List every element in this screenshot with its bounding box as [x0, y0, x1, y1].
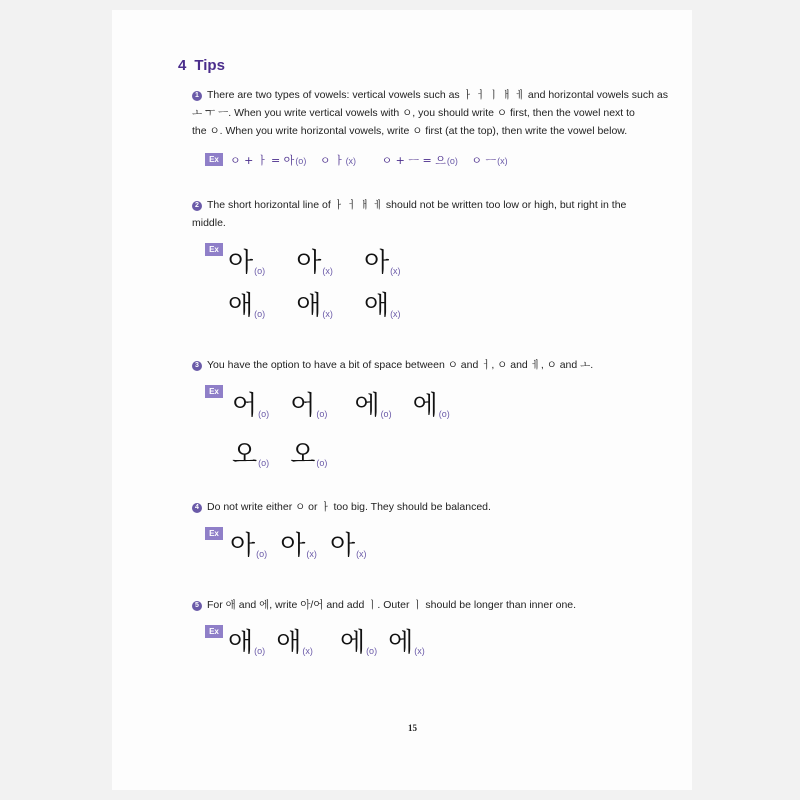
- tip-text-line: Do not write either ㅇ or ㅏ too big. They should be balanced.: [207, 501, 491, 513]
- example-syllable: 애: [296, 291, 322, 321]
- correct-mark: (o): [295, 156, 307, 166]
- example-formula: ㅇ ㅏ: [319, 154, 345, 167]
- example-syllable: 에: [388, 628, 414, 658]
- example-syllable: 애: [228, 291, 254, 321]
- incorrect-mark: (x): [322, 266, 333, 276]
- example-formula: ㅇ ㅡ: [471, 154, 497, 167]
- example-label: Ex: [205, 153, 223, 166]
- example-label: Ex: [205, 527, 223, 540]
- correct-mark: (o): [256, 549, 268, 559]
- correct-mark: (o): [254, 309, 266, 319]
- example-row: [232, 385, 450, 422]
- tip-text-line: You have the option to have a bit of space between ㅇ and ㅓ, ㅇ and ㅔ, ㅇ and ㅗ.: [207, 359, 594, 371]
- incorrect-mark: (x): [390, 266, 401, 276]
- example-syllable: 아: [280, 531, 306, 561]
- tip-4: [192, 498, 662, 516]
- incorrect-mark: (x): [302, 646, 313, 656]
- incorrect-mark: (x): [322, 309, 333, 319]
- incorrect-mark: (x): [356, 549, 367, 559]
- incorrect-mark: (x): [390, 309, 401, 319]
- example-row: [228, 285, 401, 322]
- tip-text-line: For 애 and 에, write 아/어 and add ㅣ. Outer ㅣ should be longer than inner one.: [207, 599, 577, 611]
- tip-2: [192, 196, 662, 232]
- example-syllable: 어: [232, 391, 258, 421]
- tip-5: [192, 596, 662, 614]
- example-row: [230, 152, 508, 168]
- example-syllable: 아: [230, 531, 256, 561]
- example-row: [228, 622, 425, 659]
- example-syllable: 애: [363, 291, 390, 321]
- page-number: 15: [408, 723, 417, 733]
- example-syllable: 아: [363, 248, 390, 278]
- example-formula: ㅇ + ㅏ = 아: [230, 154, 295, 167]
- example-syllable: 오: [290, 440, 316, 470]
- example-syllable: 아: [228, 248, 254, 278]
- example-row: [232, 434, 327, 471]
- section-heading: [178, 57, 225, 74]
- correct-mark: (o): [446, 156, 458, 166]
- tip-3: [192, 356, 662, 374]
- tip-text-line: The short horizontal line of ㅏ ㅓ ㅐ ㅔ should not be written too low or high, but right in the: [207, 199, 627, 211]
- correct-mark: (o): [254, 646, 266, 656]
- tip-number-badge: 4: [192, 503, 202, 513]
- incorrect-mark: (x): [306, 549, 317, 559]
- correct-mark: (o): [316, 458, 328, 468]
- tip-text-line: ㅗ ㅜ ㅡ. When you write vertical vowels with ㅇ, you should write ㅇ first, then the vowel next to: [192, 107, 635, 119]
- tip-text-line: the ㅇ. When you write horizontal vowels, write ㅇ first (at the top), then write the vowel below.: [192, 125, 628, 137]
- tip-number-badge: 2: [192, 201, 202, 211]
- example-formula: ㅇ + ㅡ = 으: [381, 154, 446, 167]
- example-label: Ex: [205, 625, 223, 638]
- tip-number-badge: 1: [192, 91, 202, 101]
- example-syllable: 아: [329, 531, 356, 561]
- tip-1: [192, 86, 668, 140]
- correct-mark: (o): [366, 646, 378, 656]
- correct-mark: (o): [438, 409, 450, 419]
- section-title: Tips: [194, 57, 225, 74]
- example-syllable: 에: [412, 391, 438, 421]
- tip-number-badge: 3: [192, 361, 202, 371]
- example-syllable: 오: [232, 440, 258, 470]
- tip-number-badge: 5: [192, 601, 202, 611]
- example-syllable: 애: [228, 628, 254, 658]
- example-syllable: 어: [290, 391, 316, 421]
- tip-text-line: middle.: [192, 217, 226, 229]
- correct-mark: (o): [380, 409, 392, 419]
- correct-mark: (o): [258, 409, 270, 419]
- example-syllable: 에: [354, 391, 380, 421]
- incorrect-mark: (x): [345, 156, 357, 166]
- incorrect-mark: (x): [414, 646, 425, 656]
- example-label: Ex: [205, 385, 223, 398]
- correct-mark: (o): [258, 458, 270, 468]
- example-syllable: 에: [339, 628, 366, 658]
- correct-mark: (o): [254, 266, 266, 276]
- example-row: [230, 525, 367, 562]
- correct-mark: (o): [316, 409, 328, 419]
- example-syllable: 애: [276, 628, 302, 658]
- example-label: Ex: [205, 243, 223, 256]
- example-syllable: 아: [296, 248, 322, 278]
- tip-text-line: There are two types of vowels: vertical vowels such as ㅏ ㅓ ㅣ ㅐ ㅔ and horizontal vowels such as: [207, 89, 668, 101]
- incorrect-mark: (x): [497, 156, 508, 166]
- section-number: 4: [178, 57, 187, 74]
- example-row: [228, 242, 401, 279]
